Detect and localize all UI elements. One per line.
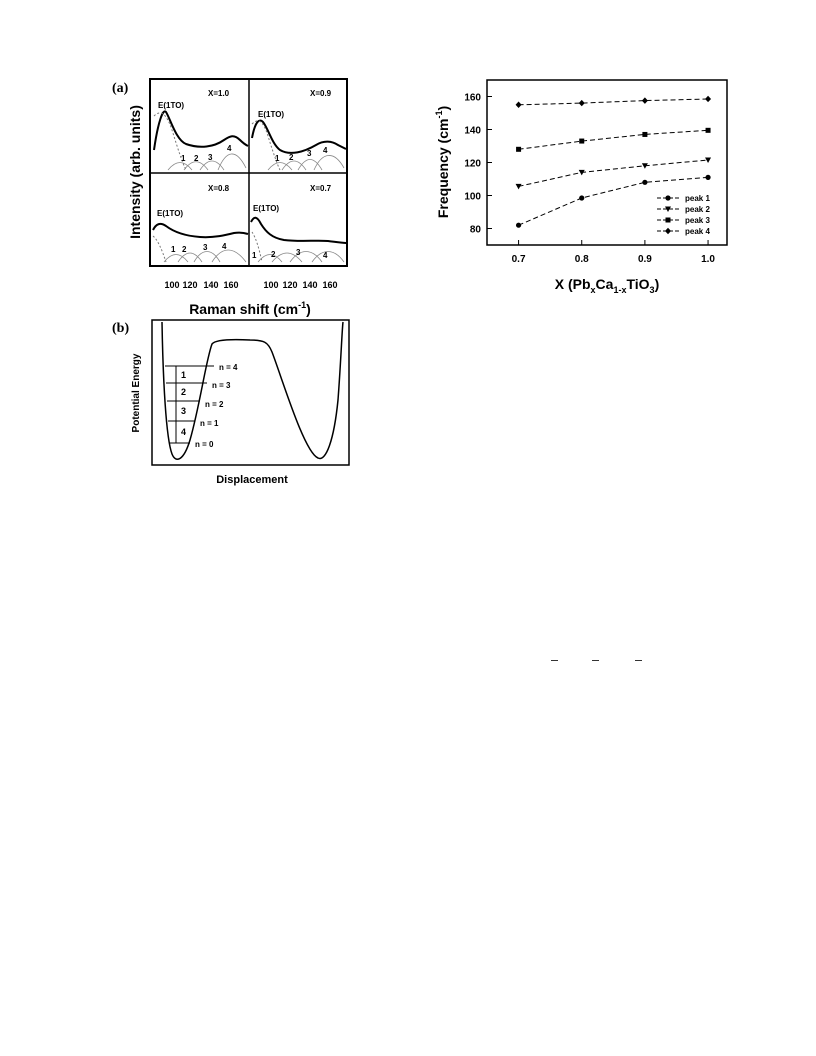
x-tick-label: 0.9 — [637, 254, 652, 265]
chart-y-axis-label: Frequency $(cm^{-1})$ — [434, 105, 451, 219]
y-tick-label: 100 — [464, 191, 481, 203]
raman-x-axis-label: Raman shift $(cm^{-1})$ — [189, 300, 311, 317]
stray-dash — [635, 660, 642, 661]
peak-label: 3 — [203, 243, 208, 252]
mode-label: E(1TO) — [258, 110, 285, 119]
data-point — [642, 97, 648, 103]
series-2 — [516, 158, 711, 190]
composition-label: X=0.7 — [310, 184, 332, 193]
fit-curve — [153, 236, 166, 262]
x-tick-label: 1.0 — [701, 254, 716, 265]
series-3 — [516, 128, 710, 152]
raman-xtick-label: 120 — [182, 280, 198, 290]
y-tick-label: 120 — [464, 158, 481, 170]
peak-label: 4 — [222, 242, 227, 251]
level-label: n = 0 — [195, 440, 214, 449]
stray-marks — [550, 660, 650, 666]
level-label: n = 4 — [219, 363, 238, 372]
raman-subpanel-1 — [154, 89, 248, 170]
legend — [657, 194, 710, 236]
series-line — [519, 99, 709, 105]
composition-label: X=0.9 — [310, 89, 332, 98]
transition-label: 1 — [181, 370, 187, 380]
peak-label: 3 — [307, 149, 312, 158]
peak-label: 3 — [296, 248, 301, 257]
series-line — [519, 160, 709, 186]
series-group — [516, 96, 711, 228]
spectrum-curve — [154, 111, 248, 150]
peak-label: 2 — [194, 154, 199, 163]
level-label: n = 2 — [205, 400, 224, 409]
level-label: n = 1 — [200, 419, 219, 428]
legend-label: peak 1 — [685, 194, 710, 203]
series-line — [519, 177, 709, 225]
frequency-chart — [434, 80, 727, 295]
peak-label: 4 — [227, 144, 232, 153]
data-point — [516, 102, 522, 108]
spectrum-curve — [153, 224, 248, 237]
raman-subpanel-2 — [252, 89, 346, 170]
raman-xtick-label: 100 — [164, 280, 180, 290]
spectrum-curve — [252, 121, 346, 153]
data-point — [642, 132, 647, 137]
potential-diagram — [131, 320, 349, 486]
raman-xtick-label: 140 — [302, 280, 318, 290]
data-point — [706, 128, 711, 133]
data-point — [516, 147, 521, 152]
raman-subpanel-4 — [251, 184, 346, 262]
panel-a-label: (a) — [112, 81, 129, 96]
legend-marker — [665, 195, 670, 200]
potential-y-axis-label: Potential Energy — [131, 353, 142, 433]
raman-xtick-label: 160 — [322, 280, 338, 290]
composition-label: X=0.8 — [208, 184, 230, 193]
stray-dash — [592, 660, 599, 661]
peak-label: 1 — [181, 154, 186, 163]
level-label: n = 3 — [212, 381, 231, 390]
raman-x-ticks — [164, 280, 337, 290]
mode-label: E(1TO) — [253, 204, 280, 213]
series-1 — [516, 175, 711, 228]
double-well-curve — [162, 322, 343, 459]
peak-label: 1 — [252, 251, 257, 260]
x-tick-label: 0.8 — [574, 254, 589, 265]
y-tick-label: 160 — [464, 92, 481, 104]
data-point — [705, 96, 711, 102]
peak-label: 2 — [271, 250, 276, 259]
potential-x-axis-label: Displacement — [216, 474, 288, 486]
peak-label: 1 — [171, 245, 176, 254]
raman-xtick-label: 120 — [282, 280, 298, 290]
legend-marker — [665, 228, 671, 234]
data-point — [579, 139, 584, 144]
peak-label: 4 — [323, 251, 328, 260]
peak-label: 2 — [182, 245, 187, 254]
peak-label: 1 — [275, 154, 280, 163]
data-point — [579, 100, 585, 106]
raman-y-axis-label: Intensity (arb. units) — [127, 105, 143, 239]
data-point — [516, 223, 521, 228]
raman-grid — [127, 79, 347, 317]
series-line — [519, 130, 709, 149]
mode-label: E(1TO) — [158, 101, 185, 110]
y-tick-label: 140 — [464, 125, 481, 137]
transition-label: 4 — [181, 427, 187, 437]
legend-label: peak 3 — [685, 216, 710, 225]
raman-subpanel-3 — [153, 184, 248, 262]
x-axis-ticks — [512, 240, 716, 265]
composition-label: X=1.0 — [208, 89, 230, 98]
stray-dash — [551, 660, 558, 661]
raman-xtick-label: 140 — [203, 280, 219, 290]
data-point — [516, 184, 522, 190]
y-axis-ticks — [464, 93, 492, 236]
data-point — [705, 158, 711, 164]
peak-label: 2 — [289, 153, 294, 162]
peak-label: 3 — [208, 153, 213, 162]
series-4 — [516, 96, 711, 108]
lorentzian-components — [168, 154, 246, 170]
mode-label: E(1TO) — [157, 209, 184, 218]
data-point — [579, 195, 584, 200]
legend-label: peak 4 — [685, 227, 710, 236]
raman-xtick-label: 160 — [223, 280, 239, 290]
y-tick-label: 80 — [469, 224, 481, 236]
panel-b-label: (b) — [112, 321, 130, 336]
transition-label: 2 — [181, 387, 187, 397]
chart-x-axis-label: X $(Pb_xCa_{1-x}TiO_3)$ — [554, 276, 660, 295]
peak-label: 4 — [323, 146, 328, 155]
x-tick-label: 0.7 — [511, 254, 526, 265]
spectrum-curve — [251, 218, 346, 243]
data-point — [705, 175, 710, 180]
legend-label: peak 2 — [685, 205, 710, 214]
data-point — [642, 180, 647, 185]
legend-marker — [666, 218, 671, 223]
raman-xtick-label: 100 — [263, 280, 279, 290]
transition-label: 3 — [181, 406, 187, 416]
